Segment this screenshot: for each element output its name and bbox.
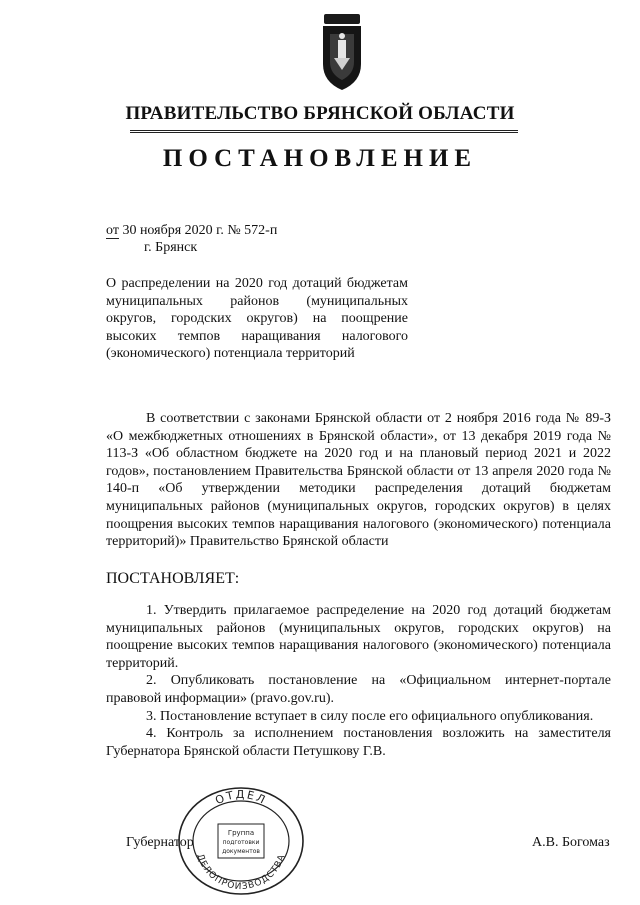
official-stamp — [176, 786, 306, 896]
document-subject: О распределении на 2020 год дотаций бюджетам муниципальных районов (муниципальных округов, городских округов) на поощрение высоких темпов наращивания налогового (экономического) потенциала территорий — [106, 276, 408, 361]
government-name: ПРАВИТЕЛЬСТВО БРЯНСКОЙ ОБЛАСТИ — [125, 103, 515, 124]
signatory-name: А.В. Богомаз — [532, 835, 610, 850]
date-prefix: от — [106, 223, 119, 238]
resolution-item: 3. Постановление вступает в силу после его официального опубликования. — [146, 708, 594, 724]
resolution-item: 1. Утвердить прилагаемое распределение на 2020 год дотаций бюджетам муниципальных районов (муниципальных округов, городских округов) на поощрение высоких темпов наращивания налогового (экономического) потенциала территорий. — [106, 603, 611, 671]
resolution-item: 2. Опубликовать постановление на «Официальном интернет-портале правовой информации» (pravo.gov.ru). — [106, 673, 611, 706]
stamp-top-arc: ОТДЕЛ — [213, 787, 269, 808]
document-number: № 572-п — [227, 223, 278, 238]
resolution-item: 4. Контроль за исполнением постановления возложить на заместителя Губернатора Брянской области Петушкову Г.В. — [106, 726, 611, 759]
stamp-line: Группа — [227, 829, 255, 837]
preamble-paragraph: В соответствии с законами Брянской области от 2 ноября 2016 года № 89-З «О межбюджетных отношениях в Брянской области», от 13 декабря 2019 года № 113-З «Об областном бюджете на 2020 год и на плановый период 2021 и 2022 годов», постановлением Правительства Брянской области от 13 апреля 2020 года № 140-п «Об утверждении методики распределения дотаций бюджетам муниципальных районов (муниципальных округов, городских округов) в целях поощрения высоких темпов наращивания налогового (экономического) потенциала территорий)» Правительство Брянской области — [106, 411, 611, 550]
stamp-line: документов — [222, 848, 260, 855]
resolves-heading: ПОСТАНОВЛЯЕТ: — [106, 570, 240, 587]
stamp-bottom-arc: ДЕЛОПРОИЗВОДСТВА — [194, 852, 288, 893]
signatory-position: Губернатор — [126, 835, 194, 850]
resolution-items — [106, 602, 611, 760]
document-type-title: ПОСТАНОВЛЕНИЕ — [162, 145, 478, 172]
document-city: г. Брянск — [144, 240, 198, 255]
document-date: 30 ноября 2020 г. — [122, 223, 224, 238]
bryansk-coat-of-arms-icon — [320, 12, 364, 92]
header-divider — [130, 130, 518, 133]
document-date-number — [106, 223, 277, 239]
stamp-line: подготовки — [222, 839, 260, 846]
